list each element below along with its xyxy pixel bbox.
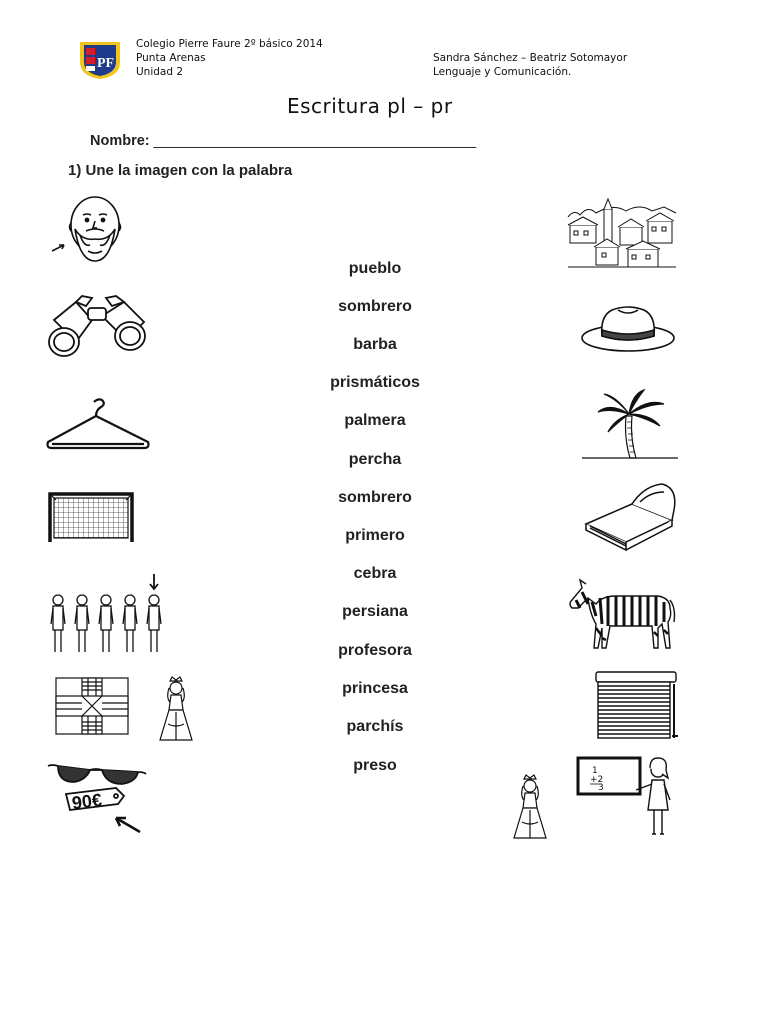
palm-tree-icon bbox=[580, 388, 680, 464]
city: Punta Arenas bbox=[136, 52, 206, 64]
word-profesora: profesora bbox=[338, 642, 412, 659]
hat-icon bbox=[578, 302, 678, 354]
word-sombrero-2: sombrero bbox=[338, 489, 412, 506]
parcheesi-board-icon bbox=[54, 676, 130, 736]
beard-face-icon bbox=[50, 195, 135, 265]
price-tag-label: 90€ bbox=[70, 789, 104, 814]
svg-text:+2: +2 bbox=[590, 775, 604, 785]
soccer-goal-icon bbox=[48, 492, 134, 544]
notepad-icon bbox=[582, 478, 682, 556]
word-persiana: persiana bbox=[342, 603, 408, 620]
shutter-icon bbox=[594, 670, 682, 742]
word-sombrero: sombrero bbox=[338, 298, 412, 315]
unit-label: Unidad 2 bbox=[136, 66, 184, 78]
hanger-icon bbox=[44, 398, 152, 452]
svg-text:1: 1 bbox=[592, 766, 598, 776]
word-pueblo: pueblo bbox=[348, 260, 402, 277]
binoculars-icon bbox=[46, 290, 152, 365]
subject-label: Lenguaje y Comunicación. bbox=[433, 66, 572, 78]
svg-text:3: 3 bbox=[598, 783, 604, 793]
logo-text: PF bbox=[97, 56, 115, 71]
name-field[interactable]: ________________________________________ bbox=[153, 133, 477, 149]
princess-icon-2 bbox=[510, 774, 550, 842]
word-percha: percha bbox=[348, 451, 402, 468]
word-prismaticos: prismáticos bbox=[330, 374, 420, 391]
zebra-icon bbox=[566, 578, 678, 652]
glasses-price-tag-icon bbox=[46, 760, 150, 840]
word-preso: preso bbox=[353, 757, 397, 774]
princess-icon bbox=[156, 676, 196, 744]
teacher-at-board-icon bbox=[576, 756, 676, 840]
word-princesa: princesa bbox=[342, 680, 408, 697]
word-primero: primero bbox=[345, 527, 405, 544]
children-in-line-icon bbox=[48, 572, 168, 658]
school-logo bbox=[78, 40, 122, 80]
school-name: Colegio Pierre Faure 2º básico 2014 bbox=[136, 38, 323, 50]
page-title: Escritura pl – pr bbox=[287, 94, 453, 118]
village-icon bbox=[566, 195, 678, 271]
word-palmera: palmera bbox=[344, 412, 406, 429]
instruction: 1) Une la imagen con la palabra bbox=[68, 162, 293, 179]
name-label: Nombre: bbox=[90, 133, 150, 149]
word-cebra: cebra bbox=[353, 565, 397, 582]
word-parchis: parchís bbox=[346, 718, 404, 735]
teacher-names: Sandra Sánchez – Beatriz Sotomayor bbox=[433, 52, 628, 64]
word-barba: barba bbox=[353, 336, 397, 353]
